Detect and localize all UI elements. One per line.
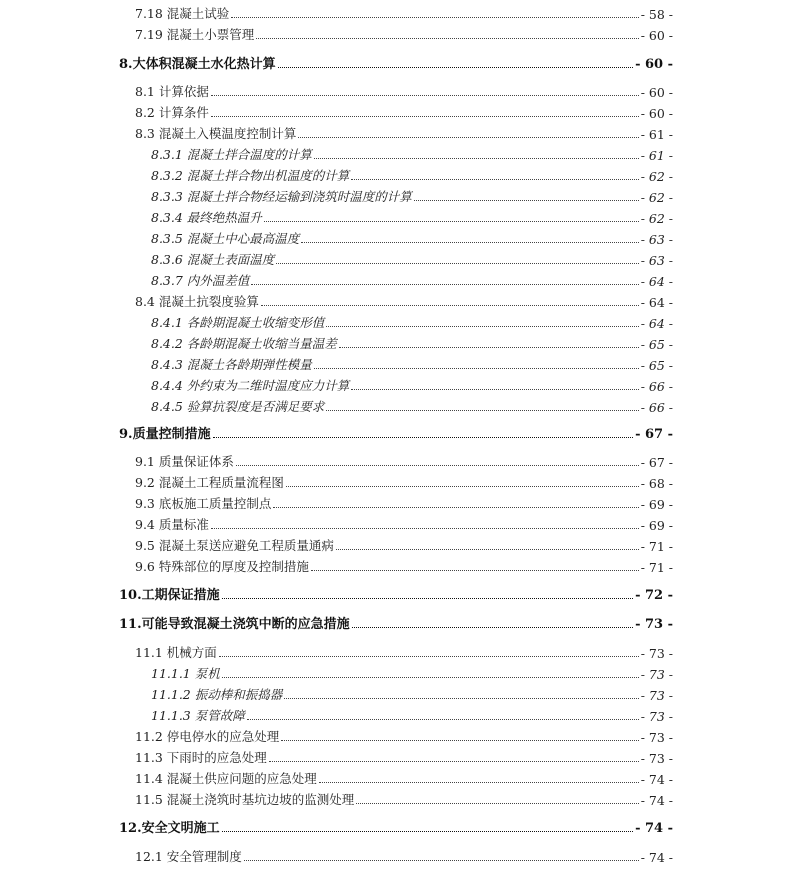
toc-chapter-entry[interactable] bbox=[0, 612, 794, 632]
toc-dot-leader bbox=[286, 485, 639, 487]
toc-page-number: - 60 - bbox=[635, 57, 673, 72]
toc-section-entry[interactable] bbox=[0, 725, 794, 745]
toc-subsection-entry[interactable] bbox=[0, 662, 794, 682]
toc-subsection-entry[interactable] bbox=[0, 353, 794, 373]
toc-dot-leader bbox=[319, 781, 639, 783]
toc-section-entry[interactable] bbox=[0, 513, 794, 533]
toc-subsection-entry[interactable] bbox=[0, 332, 794, 352]
toc-page-number: - 67 - bbox=[635, 427, 673, 442]
toc-page-number: - 63 - bbox=[640, 253, 673, 268]
toc-page-number: - 71 - bbox=[640, 539, 673, 554]
toc-page-number: - 67 - bbox=[640, 455, 673, 470]
toc-section-entry[interactable] bbox=[0, 641, 794, 661]
toc-entry-title: 11.4 混凝土供应问题的应急处理 bbox=[135, 771, 317, 786]
toc-subsection-entry[interactable] bbox=[0, 248, 794, 268]
toc-section-entry[interactable] bbox=[0, 101, 794, 121]
toc-subsection-entry[interactable] bbox=[0, 311, 794, 331]
toc-section-entry[interactable] bbox=[0, 767, 794, 787]
toc-page-number: - 64 - bbox=[640, 274, 673, 289]
toc-dot-leader bbox=[244, 859, 639, 861]
toc-subsection-entry[interactable] bbox=[0, 185, 794, 205]
toc-dot-leader bbox=[211, 115, 639, 117]
toc-entry-title: 9.2 混凝土工程质量流程图 bbox=[135, 475, 284, 490]
toc-chapter-entry[interactable] bbox=[0, 422, 794, 442]
toc-dot-leader bbox=[281, 739, 638, 741]
toc-dot-leader bbox=[256, 37, 638, 39]
toc-page-number: - 74 - bbox=[640, 793, 673, 808]
toc-page-number: - 74 - bbox=[640, 772, 673, 787]
toc-entry-title: 8.3.7 内外温差值 bbox=[151, 273, 250, 288]
toc-entry-title: 8.2 计算条件 bbox=[135, 105, 209, 120]
toc-page-number: - 66 - bbox=[640, 400, 673, 415]
toc-entry-title: 8.3.6 混凝土表面温度 bbox=[151, 252, 275, 267]
toc-entry-title: 9.3 底板施工质量控制点 bbox=[135, 496, 272, 511]
toc-section-entry[interactable] bbox=[0, 450, 794, 470]
toc-page-number: - 73 - bbox=[640, 667, 673, 682]
toc-page-number: - 73 - bbox=[640, 709, 673, 724]
toc-dot-leader bbox=[336, 548, 639, 550]
toc-entry-title: 7.18 混凝土试验 bbox=[135, 6, 230, 21]
toc-page-number: - 62 - bbox=[640, 211, 673, 226]
toc-page-number: - 74 - bbox=[640, 850, 673, 865]
toc-page-number: - 68 - bbox=[640, 476, 673, 491]
toc-section-entry[interactable] bbox=[0, 845, 794, 865]
toc-page-number: - 58 - bbox=[640, 7, 673, 22]
toc-entry-title: 10.工期保证措施 bbox=[119, 588, 220, 603]
toc-page-number: - 62 - bbox=[640, 190, 673, 205]
toc-entry-title: 11.可能导致混凝土浇筑中断的应急措施 bbox=[119, 617, 350, 632]
toc-page-number: - 65 - bbox=[640, 358, 673, 373]
toc-entry-title: 11.3 下雨时的应急处理 bbox=[135, 750, 267, 765]
toc-dot-leader bbox=[414, 199, 639, 201]
toc-entry-title: 7.19 混凝土小票管理 bbox=[135, 27, 255, 42]
toc-dot-leader bbox=[211, 94, 639, 96]
toc-entry-title: 8.4.3 混凝土各龄期弹性模量 bbox=[151, 357, 312, 372]
toc-subsection-entry[interactable] bbox=[0, 374, 794, 394]
toc-dot-leader bbox=[231, 16, 638, 18]
toc-dot-leader bbox=[264, 220, 639, 222]
toc-entry-title: 9.质量控制措施 bbox=[119, 427, 211, 442]
toc-entry-title: 11.1 机械方面 bbox=[135, 645, 217, 660]
toc-section-entry[interactable] bbox=[0, 2, 794, 22]
toc-page-number: - 64 - bbox=[640, 316, 673, 331]
toc-dot-leader bbox=[222, 676, 639, 678]
toc-entry-title: 11.1.3 泵管故障 bbox=[151, 708, 245, 723]
toc-entry-title: 8.4.5 验算抗裂度是否满足要求 bbox=[151, 399, 325, 414]
toc-dot-leader bbox=[247, 718, 639, 720]
toc-chapter-entry[interactable] bbox=[0, 52, 794, 72]
toc-entry-title: 8.4 混凝土抗裂度验算 bbox=[135, 294, 259, 309]
toc-dot-leader bbox=[314, 157, 639, 159]
toc-dot-leader bbox=[269, 760, 639, 762]
toc-page-number: - 65 - bbox=[640, 337, 673, 352]
toc-subsection-entry[interactable] bbox=[0, 395, 794, 415]
toc-section-entry[interactable] bbox=[0, 555, 794, 575]
toc-dot-leader bbox=[222, 597, 633, 599]
toc-subsection-entry[interactable] bbox=[0, 164, 794, 184]
toc-dot-leader bbox=[311, 569, 639, 571]
toc-entry-title: 8.3.1 混凝土拌合温度的计算 bbox=[151, 147, 312, 162]
toc-entry-title: 8.大体积混凝土水化热计算 bbox=[119, 57, 276, 72]
toc-entry-title: 8.3.2 混凝土拌合物出机温度的计算 bbox=[151, 168, 350, 183]
toc-section-entry[interactable] bbox=[0, 746, 794, 766]
toc-dot-leader bbox=[276, 262, 638, 264]
toc-entry-title: 8.4.1 各龄期混凝土收缩变形值 bbox=[151, 315, 325, 330]
toc-dot-leader bbox=[301, 241, 638, 243]
toc-dot-leader bbox=[356, 802, 638, 804]
toc-dot-leader bbox=[273, 506, 638, 508]
toc-dot-leader bbox=[284, 697, 638, 699]
toc-entry-title: 8.3.5 混凝土中心最高温度 bbox=[151, 231, 300, 246]
toc-page-number: - 69 - bbox=[640, 518, 673, 533]
toc-page-number: - 73 - bbox=[635, 617, 673, 632]
toc-section-entry[interactable] bbox=[0, 290, 794, 310]
toc-page-number: - 60 - bbox=[640, 106, 673, 121]
toc-section-entry[interactable] bbox=[0, 122, 794, 142]
toc-dot-leader bbox=[326, 325, 638, 327]
toc-page-number: - 73 - bbox=[640, 751, 673, 766]
toc-dot-leader bbox=[352, 626, 633, 628]
toc-subsection-entry[interactable] bbox=[0, 683, 794, 703]
toc-entry-title: 8.3.3 混凝土拌合物经运输到浇筑时温度的计算 bbox=[151, 189, 412, 204]
toc-entry-title: 9.1 质量保证体系 bbox=[135, 454, 234, 469]
toc-page-number: - 61 - bbox=[640, 127, 673, 142]
toc-page-number: - 71 - bbox=[640, 560, 673, 575]
toc-entry-title: 12.1 安全管理制度 bbox=[135, 849, 242, 864]
toc-dot-leader bbox=[298, 136, 638, 138]
toc-section-entry[interactable] bbox=[0, 471, 794, 491]
toc-entry-title: 8.3.4 最终绝热温升 bbox=[151, 210, 262, 225]
toc-entry-title: 11.2 停电停水的应急处理 bbox=[135, 729, 280, 744]
toc-dot-leader bbox=[314, 367, 639, 369]
toc-chapter-entry[interactable] bbox=[0, 816, 794, 836]
toc-subsection-entry[interactable] bbox=[0, 269, 794, 289]
toc-dot-leader bbox=[278, 66, 633, 68]
toc-page-number: - 66 - bbox=[640, 379, 673, 394]
toc-section-entry[interactable] bbox=[0, 492, 794, 512]
toc-dot-leader bbox=[213, 436, 633, 438]
toc-page-number: - 73 - bbox=[640, 646, 673, 661]
toc-entry-title: 8.1 计算依据 bbox=[135, 84, 209, 99]
toc-page-number: - 69 - bbox=[640, 497, 673, 512]
toc-entry-title: 9.6 特殊部位的厚度及控制措施 bbox=[135, 559, 309, 574]
toc-dot-leader bbox=[236, 464, 639, 466]
toc-entry-title: 8.4.2 各龄期混凝土收缩当量温差 bbox=[151, 336, 337, 351]
toc-page-number: - 74 - bbox=[635, 821, 673, 836]
toc-section-entry[interactable] bbox=[0, 23, 794, 43]
toc-dot-leader bbox=[222, 830, 633, 832]
toc-subsection-entry[interactable] bbox=[0, 143, 794, 163]
toc-page-number: - 63 - bbox=[640, 232, 673, 247]
toc-page-number: - 61 - bbox=[640, 148, 673, 163]
toc-dot-leader bbox=[326, 409, 638, 411]
toc-page-number: - 60 - bbox=[640, 28, 673, 43]
toc-subsection-entry[interactable] bbox=[0, 206, 794, 226]
toc-section-entry[interactable] bbox=[0, 80, 794, 100]
toc-page-number: - 73 - bbox=[640, 688, 673, 703]
toc-subsection-entry[interactable] bbox=[0, 704, 794, 724]
toc-section-entry[interactable] bbox=[0, 788, 794, 808]
toc-page-number: - 73 - bbox=[640, 730, 673, 745]
toc-entry-title: 11.5 混凝土浇筑时基坑边坡的监测处理 bbox=[135, 792, 355, 807]
toc-page-number: - 64 - bbox=[640, 295, 673, 310]
toc-dot-leader bbox=[251, 283, 638, 285]
toc-entry-title: 12.安全文明施工 bbox=[119, 821, 220, 836]
toc-page-number: - 60 - bbox=[640, 85, 673, 100]
toc-page-number: - 62 - bbox=[640, 169, 673, 184]
toc-dot-leader bbox=[261, 304, 639, 306]
toc-page-number: - 72 - bbox=[635, 588, 673, 603]
toc-entry-title: 9.5 混凝土泵送应避免工程质量通病 bbox=[135, 538, 334, 553]
toc-dot-leader bbox=[211, 527, 639, 529]
toc-entry-title: 8.4.4 外约束为二维时温度应力计算 bbox=[151, 378, 350, 393]
toc-entry-title: 9.4 质量标准 bbox=[135, 517, 209, 532]
toc-entry-title: 11.1.2 振动棒和振捣器 bbox=[151, 687, 283, 702]
toc-dot-leader bbox=[351, 388, 638, 390]
toc-entry-title: 11.1.1 泵机 bbox=[151, 666, 220, 681]
toc-chapter-entry[interactable] bbox=[0, 583, 794, 603]
toc-dot-leader bbox=[351, 178, 638, 180]
toc-entry-title: 8.3 混凝土入模温度控制计算 bbox=[135, 126, 297, 141]
toc-subsection-entry[interactable] bbox=[0, 227, 794, 247]
toc-dot-leader bbox=[219, 655, 639, 657]
toc-section-entry[interactable] bbox=[0, 534, 794, 554]
toc-dot-leader bbox=[339, 346, 639, 348]
